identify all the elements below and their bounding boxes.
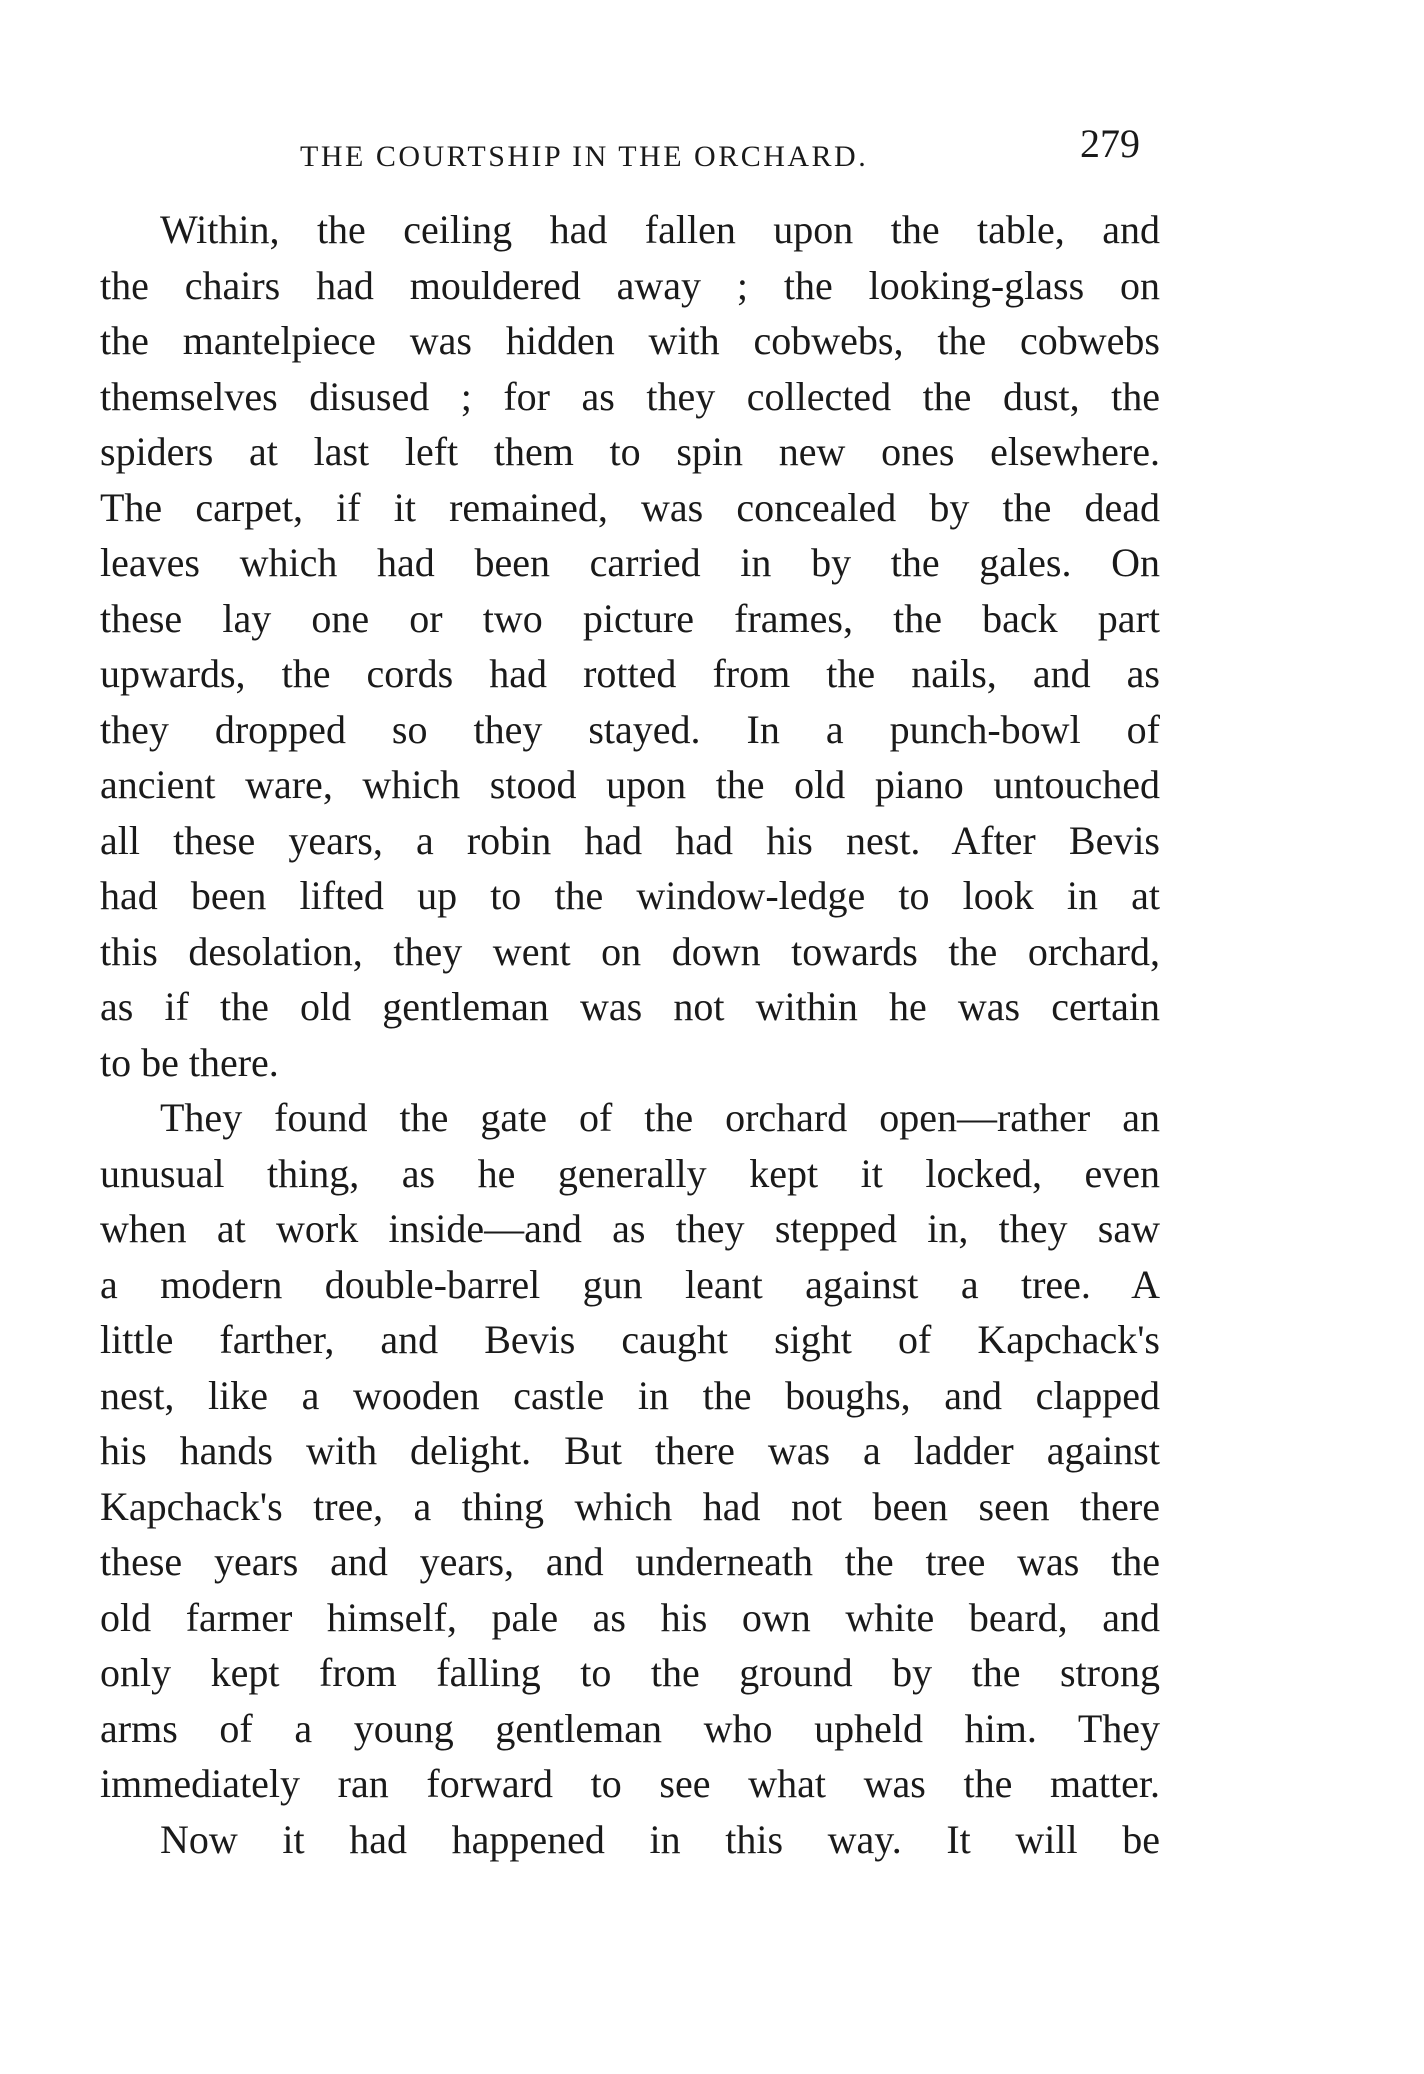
text-line: as if the old gentleman was not within he was certain <box>100 984 1160 1029</box>
text-line: the mantelpiece was hidden with cobwebs, the cobwebs <box>100 318 1160 363</box>
text-line: upwards, the cords had rotted from the nails, and as <box>100 651 1160 696</box>
text-line: Within, the ceiling had fallen upon the table, and <box>160 207 1160 252</box>
text-line: ancient ware, which stood upon the old piano untouched <box>100 762 1160 807</box>
text-line: Now it had happened in this way. It will be <box>160 1816 1160 1862</box>
text-line: only kept from falling to the ground by the strong <box>100 1650 1160 1695</box>
text-line: they dropped so they stayed. In a punch-bowl of <box>100 706 1160 752</box>
running-title: THE COURTSHIP IN THE ORCHARD. <box>300 140 869 173</box>
text-line: to be there. <box>100 1039 279 1085</box>
text-line: his hands with delight. But there was a ladder against <box>100 1428 1160 1473</box>
text-line: leaves which had been carried in by the gales. On <box>100 540 1160 585</box>
text-line: The carpet, if it remained, was concealed by the dead <box>100 484 1160 530</box>
text-line: immediately ran forward to see what was the matter. <box>100 1761 1160 1806</box>
text-line: a modern double-barrel gun leant against a tree. A <box>100 1261 1160 1307</box>
text-line: all these years, a robin had had his nest. After Bevis <box>100 817 1160 863</box>
text-line: old farmer himself, pale as his own white beard, and <box>100 1594 1160 1640</box>
text-line: They found the gate of the orchard open—rather an <box>160 1095 1160 1140</box>
text-line: Kapchack's tree, a thing which had not been seen there <box>100 1483 1160 1529</box>
text-line: little farther, and Bevis caught sight of Kapchack's <box>100 1317 1160 1362</box>
text-line: had been lifted up to the window-ledge to look in at <box>100 873 1160 918</box>
text-line: spiders at last left them to spin new ones elsewhere. <box>100 429 1160 474</box>
page-number: 279 <box>1080 121 1140 166</box>
text-line: when at work inside—and as they stepped in, they saw <box>100 1206 1160 1251</box>
text-line: unusual thing, as he generally kept it locked, even <box>100 1150 1160 1196</box>
body-text <box>100 202 1160 1867</box>
text-line: arms of a young gentleman who upheld him. They <box>100 1705 1160 1751</box>
text-line: themselves disused ; for as they collected the dust, the <box>100 373 1160 419</box>
text-line: these years and years, and underneath the tree was the <box>100 1539 1160 1584</box>
text-line: this desolation, they went on down towards the orchard, <box>100 928 1160 974</box>
text-line: nest, like a wooden castle in the boughs, and clapped <box>100 1372 1160 1418</box>
text-line: the chairs had mouldered away ; the looking-glass on <box>100 262 1160 308</box>
text-line: these lay one or two picture frames, the back part <box>100 595 1160 641</box>
